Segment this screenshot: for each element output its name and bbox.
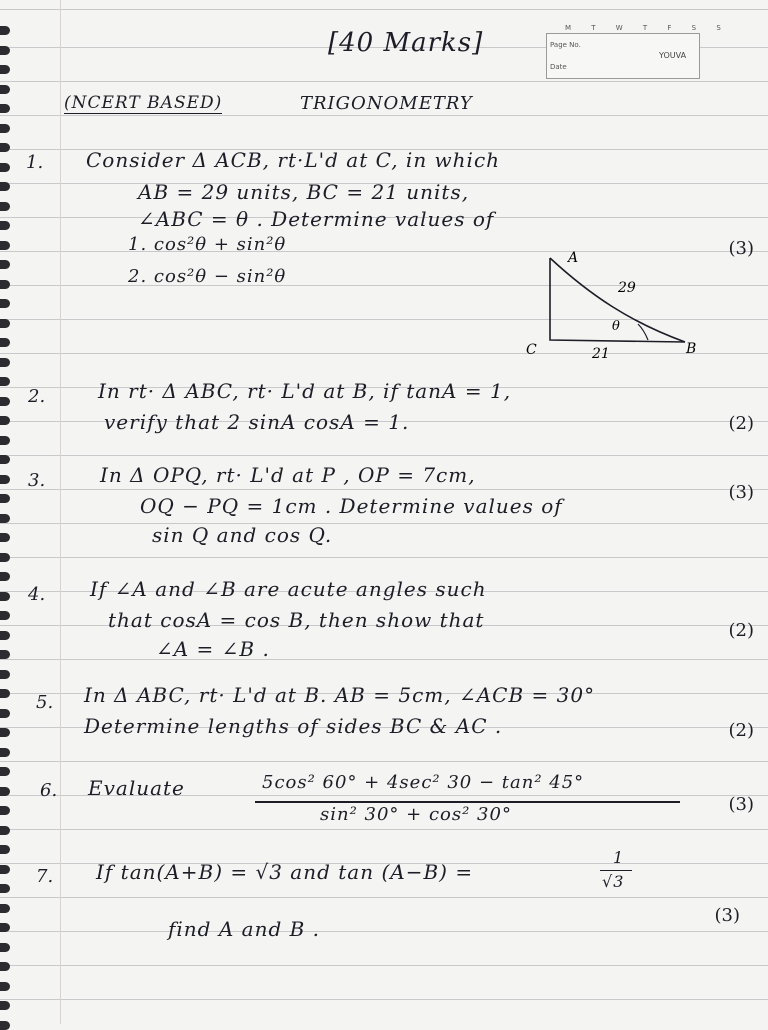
binding-hole — [0, 572, 10, 581]
binding-hole — [0, 358, 10, 367]
binding-hole — [0, 1021, 10, 1030]
binding-hole — [0, 163, 10, 172]
binding-hole — [0, 280, 10, 289]
q6-marks: (3) — [728, 794, 754, 815]
label-b: B — [686, 341, 697, 357]
q2-line1: In rt· Δ ABC, rt· L'd at B, if tanA = 1, — [98, 379, 512, 403]
binding-hole — [0, 533, 10, 542]
weekdays: M T W T F S S — [565, 24, 730, 32]
binding-hole — [0, 709, 10, 718]
date-label: Date — [550, 63, 567, 71]
binding-hole — [0, 748, 10, 757]
binding-hole — [0, 260, 10, 269]
q1-line1: Consider Δ ACB, rt·L'd at C, in which — [86, 148, 501, 172]
binding-hole — [0, 124, 10, 133]
binding-hole — [0, 845, 10, 854]
binding-hole — [0, 631, 10, 640]
page-no-label: Page No. — [550, 41, 581, 49]
binding-hole — [0, 787, 10, 796]
q4-line1: If ∠A and ∠B are acute angles such — [90, 577, 487, 601]
binding-hole — [0, 182, 10, 191]
binding-hole — [0, 806, 10, 815]
binding-hole — [0, 826, 10, 835]
q1-sub2: 2. cos²θ − sin²θ — [128, 266, 287, 287]
q5-number: 5. — [36, 692, 54, 713]
q2-number: 2. — [28, 386, 46, 407]
margin-line — [60, 0, 61, 1024]
binding-hole — [0, 475, 10, 484]
q6-number: 6. — [40, 780, 58, 801]
topic-title: TRIGONOMETRY — [300, 93, 473, 114]
q3-marks: (3) — [728, 482, 754, 503]
label-29: 29 — [618, 280, 636, 296]
label-a: A — [568, 250, 579, 266]
brand-logo: YOUVA — [659, 51, 687, 60]
q3-line2: OQ − PQ = 1cm . Determine values of — [140, 494, 563, 518]
q4-number: 4. — [28, 584, 46, 605]
q1-number: 1. — [26, 152, 44, 173]
binding-hole — [0, 377, 10, 386]
binding-hole — [0, 46, 10, 55]
q1-marks: (3) — [728, 238, 754, 259]
q3-line1: In Δ OPQ, rt· L'd at P , OP = 7cm, — [100, 463, 476, 487]
binding-hole — [0, 767, 10, 776]
binding-hole — [0, 494, 10, 503]
binding-hole — [0, 104, 10, 113]
q7-marks: (3) — [714, 905, 740, 926]
q1-line3: ∠ABC = θ . Determine values of — [138, 207, 495, 231]
binding-hole — [0, 397, 10, 406]
ncert-tag: (NCERT BASED) — [64, 93, 223, 113]
q7-frac-den: √3 — [602, 872, 625, 891]
label-theta: θ — [612, 319, 620, 334]
binding-hole — [0, 85, 10, 94]
binding-hole — [0, 299, 10, 308]
binding-hole — [0, 319, 10, 328]
binding-hole — [0, 670, 10, 679]
q3-number: 3. — [28, 470, 46, 491]
binding-hole — [0, 553, 10, 562]
label-c: C — [526, 342, 537, 358]
binding-hole — [0, 338, 10, 347]
q7-line1: If tan(A+B) = √3 and tan (A−B) = — [96, 860, 474, 884]
q3-line3: sin Q and cos Q. — [152, 523, 333, 547]
q4-line2: that cosA = cos B, then show that — [108, 608, 485, 632]
binding-hole — [0, 923, 10, 932]
binding-hole — [0, 904, 10, 913]
binding-hole — [0, 592, 10, 601]
binding-hole — [0, 514, 10, 523]
triangle-diagram — [520, 250, 720, 360]
q4-line3: ∠A = ∠B . — [156, 637, 270, 661]
q7-number: 7. — [36, 866, 54, 887]
binding-hole — [0, 143, 10, 152]
q5-line1: In Δ ABC, rt· L'd at B. AB = 5cm, ∠ACB = 30° — [84, 683, 596, 707]
binding-hole — [0, 241, 10, 250]
binding-hole — [0, 689, 10, 698]
binding-hole — [0, 221, 10, 230]
total-marks: [40 Marks] — [328, 28, 484, 58]
spiral-binding — [0, 0, 14, 1024]
binding-hole — [0, 65, 10, 74]
binding-hole — [0, 884, 10, 893]
label-21: 21 — [592, 346, 610, 360]
binding-hole — [0, 650, 10, 659]
q2-marks: (2) — [728, 413, 754, 434]
q6-denominator: sin² 30° + cos² 30° — [320, 804, 512, 825]
binding-hole — [0, 611, 10, 620]
binding-hole — [0, 436, 10, 445]
binding-hole — [0, 455, 10, 464]
binding-hole — [0, 982, 10, 991]
binding-hole — [0, 416, 10, 425]
binding-hole — [0, 1001, 10, 1010]
binding-hole — [0, 26, 10, 35]
q6-evaluate: Evaluate — [88, 776, 185, 800]
q7-line2: find A and B . — [168, 917, 321, 941]
q7-frac-num: 1 — [613, 848, 625, 867]
binding-hole — [0, 943, 10, 952]
q6-fraction-bar — [255, 801, 680, 803]
binding-hole — [0, 202, 10, 211]
q6-numerator: 5cos² 60° + 4sec² 30 − tan² 45° — [262, 772, 585, 793]
binding-hole — [0, 962, 10, 971]
q5-line2: Determine lengths of sides BC & AC . — [84, 714, 503, 738]
q4-marks: (2) — [728, 620, 754, 641]
q2-line2: verify that 2 sinA cosA = 1. — [104, 410, 410, 434]
q5-marks: (2) — [728, 720, 754, 741]
binding-hole — [0, 728, 10, 737]
q1-line2: AB = 29 units, BC = 21 units, — [138, 180, 470, 204]
binding-hole — [0, 865, 10, 874]
q1-sub1: 1. cos²θ + sin²θ — [128, 234, 287, 255]
